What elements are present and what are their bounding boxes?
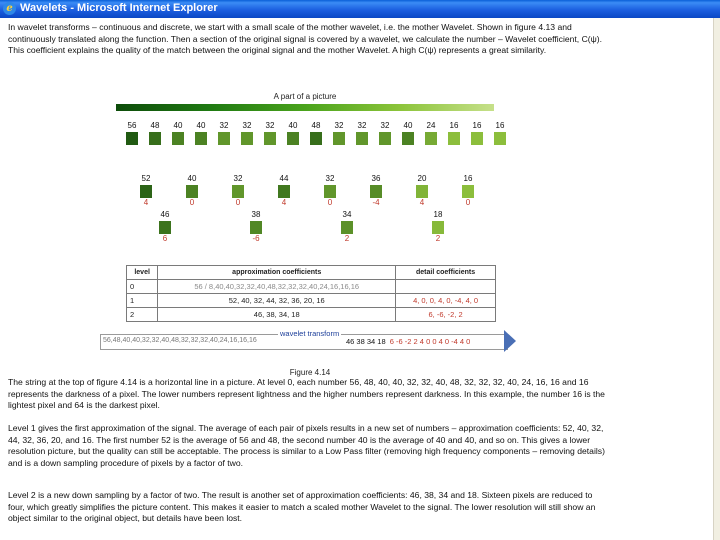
pixel-cell (458, 174, 478, 207)
pixel-value: 16 (463, 174, 473, 183)
pixel-value: 40 (187, 174, 197, 183)
pixel-cell (122, 121, 142, 145)
wavelet-transform-diagram (100, 330, 516, 348)
pixel-value: 46 (160, 210, 170, 219)
pixel-square (278, 185, 290, 198)
detail-coefficient: 4 (419, 198, 425, 207)
pixel-cell (214, 121, 234, 145)
pixel-square (232, 185, 244, 198)
pixel-square (425, 132, 437, 145)
table-row (127, 308, 496, 322)
pixel-value: 32 (265, 121, 275, 130)
cell-detail: 6, -6, -2, 2 (396, 308, 496, 322)
pixel-cell (421, 121, 441, 145)
pixel-cell (191, 121, 211, 145)
pixel-value: 48 (311, 121, 321, 130)
pixel-value: 20 (417, 174, 427, 183)
pixel-value: 40 (288, 121, 298, 130)
pixel-cell (366, 174, 386, 207)
pixel-value: 16 (472, 121, 482, 130)
cell-detail (396, 280, 496, 294)
pixel-square (195, 132, 207, 145)
pixel-cell (444, 121, 464, 145)
cell-approx: 56 / 8,40,40,32,32,40,48,32,32,32,40,24,16,16,16 (158, 280, 396, 294)
pixel-value: 40 (403, 121, 413, 130)
pixel-square (471, 132, 483, 145)
pixel-value: 36 (371, 174, 381, 183)
pixel-value: 32 (233, 174, 243, 183)
pixel-cell (375, 121, 395, 145)
pixel-square (432, 221, 444, 234)
pixel-value: 56 (127, 121, 137, 130)
window-title: Wavelets - Microsoft Internet Explorer (20, 2, 218, 14)
pixel-square (186, 185, 198, 198)
pixel-square (356, 132, 368, 145)
pixel-value: 32 (357, 121, 367, 130)
pixel-cell (260, 121, 280, 145)
cell-detail: 4, 0, 0, 4, 0, -4, 4, 0 (396, 294, 496, 308)
transform-output (346, 337, 470, 346)
internet-explorer-icon: e (3, 2, 16, 15)
figure-caption: Figure 4.14 (289, 368, 331, 377)
pixel-square (310, 132, 322, 145)
page-content (0, 18, 714, 540)
pixel-cell (136, 174, 156, 207)
paragraph-level1: Level 1 gives the first approximation of the signal. The average of each pair of pixels results in a new set of numbers – approximation coefficients: 52, 40, 32, 44, 32, 36, 20, and 16. The first number 52 is the average of 56 and 48, the second number 40 is the average of 40 and 40, and so on. This gives a lower resolution picture, but the quality can still be acceptable. The process is similar to a Low Pass filter (removing high frequency components – removing details) and is a down sampling procedure of pixels by a factor of two. (8, 423, 605, 468)
detail-coefficient: 6 (162, 234, 168, 243)
pixel-value: 44 (279, 174, 289, 183)
col-header-level: level (127, 266, 158, 280)
pixel-cell (352, 121, 372, 145)
pixel-square (341, 221, 353, 234)
detail-coefficient: 4 (143, 198, 149, 207)
pixel-cell (428, 210, 448, 243)
pixel-cell (337, 210, 357, 243)
pixel-value: 32 (242, 121, 252, 130)
coefficients-table (126, 265, 496, 322)
pixel-square (333, 132, 345, 145)
pixel-square (159, 221, 171, 234)
pixel-cell (168, 121, 188, 145)
figure-title: A part of a picture (273, 92, 337, 101)
pixel-cell (467, 121, 487, 145)
detail-coefficient: -6 (252, 234, 260, 243)
paragraph-level2: Level 2 is a new down sampling by a factor of two. The result is another set of approximation coefficients: 46, 38, 34 and 18. Sixteen pixels are reduced to four, which greatly simplifies the picture content. This makes it easier to match a scaled mother Wavelet to the signal. The lower resolution will still show an object similar to the original object, but details have been lost. (8, 490, 596, 523)
pixel-value: 32 (380, 121, 390, 130)
pixel-cell (398, 121, 418, 145)
pixel-value: 48 (150, 121, 160, 130)
pixel-square (462, 185, 474, 198)
pixel-cell (246, 210, 266, 243)
pixel-value: 40 (196, 121, 206, 130)
detail-coefficient: 2 (344, 234, 350, 243)
detail-coefficient: 0 (465, 198, 471, 207)
pixel-square (172, 132, 184, 145)
detail-coefficient: 0 (235, 198, 241, 207)
col-header-approx: approximation coefficients (158, 266, 396, 280)
pixel-value: 52 (141, 174, 151, 183)
pixel-gradient-bar (116, 104, 494, 111)
pixel-square (379, 132, 391, 145)
cell-level: 1 (127, 294, 158, 308)
pixel-value: 24 (426, 121, 436, 130)
pixel-square (416, 185, 428, 198)
pixel-value: 32 (219, 121, 229, 130)
title-bar (0, 0, 720, 18)
table-row (127, 294, 496, 308)
pixel-cell (228, 174, 248, 207)
pixel-square (324, 185, 336, 198)
pixel-square (218, 132, 230, 145)
pixel-square (287, 132, 299, 145)
pixel-square (126, 132, 138, 145)
cell-approx: 46, 38, 34, 18 (158, 308, 396, 322)
pixel-cell (490, 121, 510, 145)
pixel-cell (283, 121, 303, 145)
pixel-cell (329, 121, 349, 145)
pixel-value: 34 (342, 210, 352, 219)
pixel-value: 16 (495, 121, 505, 130)
detail-coefficient: 0 (189, 198, 195, 207)
pixel-square (241, 132, 253, 145)
pixel-cell (182, 174, 202, 207)
detail-coefficient: 0 (327, 198, 333, 207)
intro-paragraph: In wavelet transforms – continuous and discrete, we start with a small scale of the mother wavelet, i.e. the mother Wavelet. Shown in figure 4.13 and continuously translated along the function. Then a section of the original signal is covered by a wavelet, we calculate the number – Wavelet coefficient, C(ψ). This coefficient explains the quality of the match between the original signal and the mother Wavelet. A high C(ψ) represents a great similarity. (8, 22, 603, 55)
detail-coefficient: 2 (435, 234, 441, 243)
cell-approx: 52, 40, 32, 44, 32, 36, 20, 16 (158, 294, 396, 308)
pixel-cell (412, 174, 432, 207)
transform-input: 56,48,40,40,32,32,40,48,32,32,32,40,24,16,16,16 (103, 337, 257, 344)
cell-level: 0 (127, 280, 158, 294)
pixel-square (448, 132, 460, 145)
pixel-value: 40 (173, 121, 183, 130)
pixel-cell (237, 121, 257, 145)
pixel-square (494, 132, 506, 145)
pixel-square (250, 221, 262, 234)
vertical-scrollbar[interactable] (713, 18, 720, 540)
pixel-value: 16 (449, 121, 459, 130)
transform-output-approx: 46 38 34 18 (346, 337, 386, 346)
pixel-value: 32 (334, 121, 344, 130)
pixel-square (149, 132, 161, 145)
detail-coefficient: -4 (372, 198, 380, 207)
paragraph-level0: The string at the top of figure 4.14 is a horizontal line in a picture. At level 0, each number 56, 48, 40, 40, 32, 32, 40, 48, 32, 32, 32, 40, 24, 16, 16 and 16 represents the darkness of a pixel. The lower numbers represent lightness and the higher numbers represent darkness. In this example, the number 16 is the lightest pixel and 64 is the darkest pixel. (8, 377, 605, 410)
pixel-cell (145, 121, 165, 145)
col-header-detail: detail coefficients (396, 266, 496, 280)
transform-arrow-head (504, 330, 516, 352)
transform-label: wavelet transform (280, 329, 340, 338)
pixel-value: 38 (251, 210, 261, 219)
transform-output-detail: 6 -6 -2 2 4 0 0 4 0 -4 4 0 (389, 337, 471, 346)
pixel-square (402, 132, 414, 145)
pixel-value: 32 (325, 174, 335, 183)
pixel-value: 18 (433, 210, 443, 219)
pixel-square (140, 185, 152, 198)
pixel-square (264, 132, 276, 145)
pixel-cell (155, 210, 175, 243)
pixel-cell (306, 121, 326, 145)
cell-level: 2 (127, 308, 158, 322)
detail-coefficient: 4 (281, 198, 287, 207)
pixel-square (370, 185, 382, 198)
pixel-cell (274, 174, 294, 207)
pixel-cell (320, 174, 340, 207)
table-row (127, 280, 496, 294)
